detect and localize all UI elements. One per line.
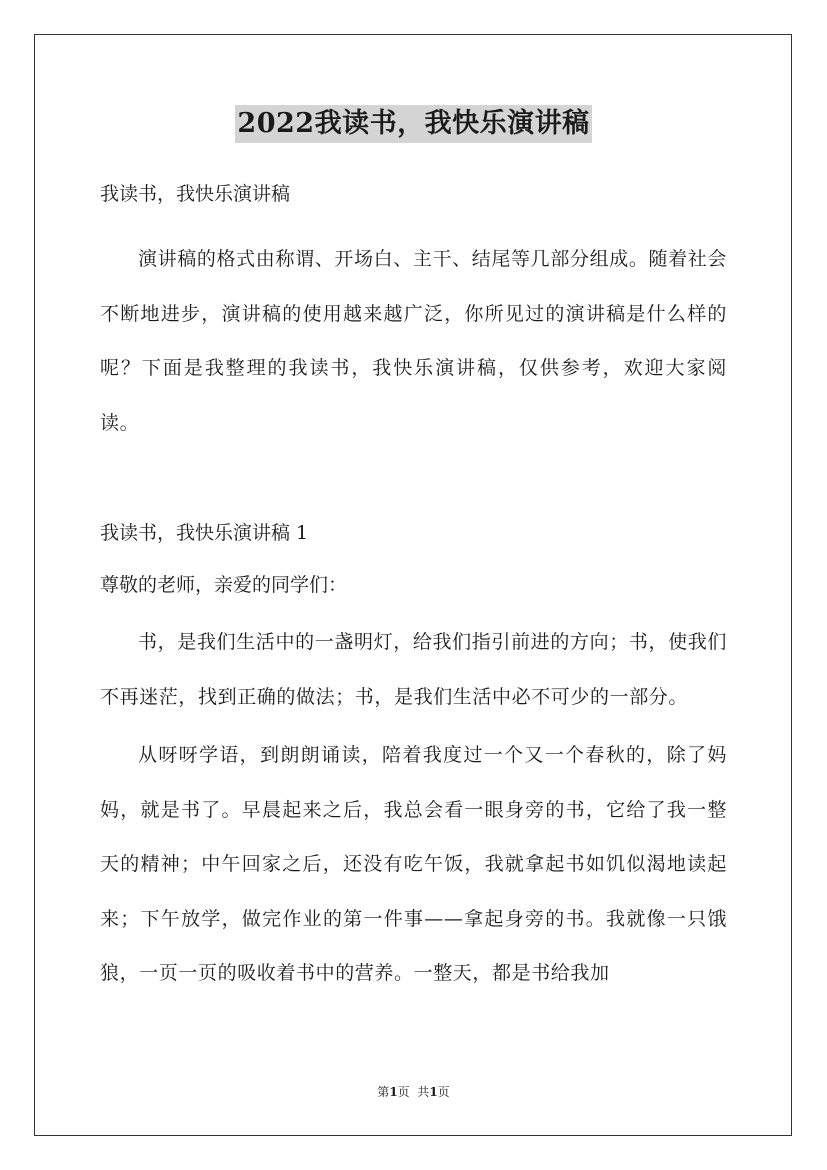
document-body	[100, 174, 727, 1001]
footer-page-suffix: 页	[437, 1085, 450, 1099]
body-paragraph-2: 从呀呀学语，到朗朗诵读，陪着我度过一个又一个春秋的，除了妈妈，就是书了。早晨起来之后，我总会看一眼身旁的书，它给了我一整天的精神；中午回家之后，还没有吃午饭，我就拿起书如饥似渴地读起来；下午放学，做完作业的第一件事——拿起身旁的书。我就像一只饿狼，一页一页的吸收着书中的营养。一整天，都是书给我加	[100, 744, 727, 984]
footer-page-mid: 页 共	[397, 1085, 430, 1099]
body-paragraph-1: 书，是我们生活中的一盏明灯，给我们指引前进的方向；书，使我们不再迷茫，找到正确的做法；书，是我们生活中必不可少的一部分。	[100, 631, 727, 708]
intro-paragraph: 演讲稿的格式由称谓、开场白、主干、结尾等几部分组成。随着社会不断地进步，演讲稿的使用越来越广泛，你所见过的演讲稿是什么样的呢？下面是我整理的我读书，我快乐演讲稿，仅供参考，欢迎大家阅读。	[100, 248, 727, 434]
footer-page-total: 1	[429, 1085, 438, 1099]
footer-page-current: 1	[389, 1085, 398, 1099]
document-title: 2022我读书，我快乐演讲稿	[235, 105, 591, 143]
title-container	[0, 105, 827, 143]
footer-page-prefix: 第	[377, 1085, 390, 1099]
section-heading: 我读书，我快乐演讲稿 1	[100, 522, 309, 544]
document-subtitle: 我读书，我快乐演讲稿	[100, 183, 291, 205]
page-footer	[0, 1084, 827, 1100]
salutation: 尊敬的老师，亲爱的同学们：	[100, 574, 348, 596]
blank-spacer	[100, 450, 727, 503]
